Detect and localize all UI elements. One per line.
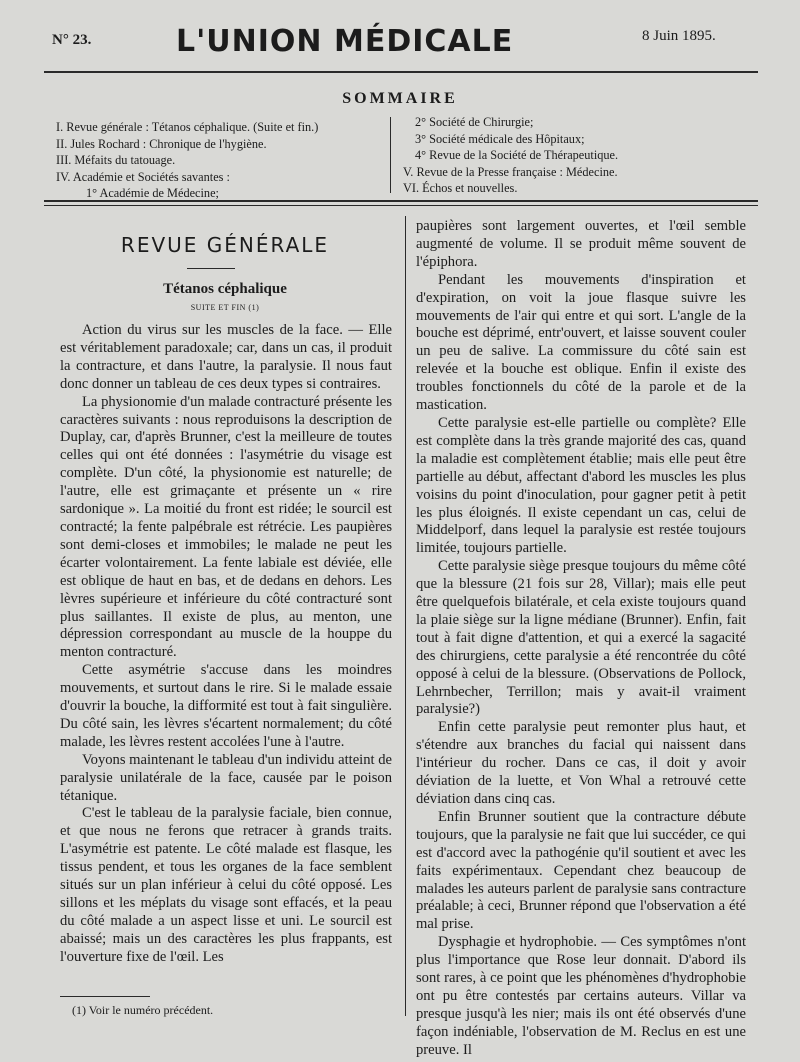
- toc-item: 1° Académie de Médecine;: [86, 186, 219, 200]
- paragraph: Dysphagie et hydrophobie. — Ces symptômes n'ont plus l'importance que Rose leur donnait. D'abord ils sont rares, à ce point que les phénomènes d'hydrophobie ont pu être contestés par certains auteurs. Villar va presque jusqu'à les nier; mais ils ont été observés d'une façon indéniable, l'observation de M. Reclus en est une preuve. Il: [416, 934, 746, 1058]
- paragraph: C'est le tableau de la paralysie faciale, bien connue, et que nous ne ferons que retracer à grands traits. L'asymétrie est patente. Le côté malade est flasque, les tissus pendent, et tous les organes de la face semblent situés sur un plan inférieur à celui du côté opposé. Les sillons et les méplats du visage sont effacés, et la peau du côté malade a un aspect lisse et uni. Le sourcil est abaissé; mais un des caractères les plus frappants, est l'ouverture fixe de l'œil. Les: [60, 805, 392, 965]
- sommaire-divider: [390, 117, 391, 193]
- sommaire-rule-top: [44, 200, 758, 202]
- title-rule: [187, 268, 235, 269]
- toc-item: 4° Revue de la Société de Thérapeutique.: [415, 148, 619, 162]
- sommaire-rule-bottom: [44, 205, 758, 206]
- footnote-rule: [60, 996, 150, 997]
- toc-item: 3° Société médicale des Hôpitaux;: [415, 131, 585, 146]
- toc-item: 2° Société de Chirurgie;: [415, 115, 534, 129]
- left-column: [60, 322, 392, 967]
- paragraph: Cette paralysie siège presque toujours du même côté que la blessure (21 fois sur 28, Villar); mais elle peut être quelquefois bilatérale, et cela existe toujours quand la plaie siège sur la ligne médiane (Brunner). Enfin, fait tout à fait digne d'attention, et qui a exercé la sagacité des chirurgiens, cette paralysie a été rencontrée du côté opposé à celui de la blessure. (Observations de Pollock, Lehrnbecher, Terrillon; mais y avait-il vraiment paralysie?): [416, 558, 746, 718]
- paragraph: paupières sont largement ouvertes, et l'œil semble augmenté de volume. Il se produit même souvent de l'épiphora.: [416, 218, 746, 270]
- paragraph: Enfin Brunner soutient que la contracture débute toujours, que la paralysie ne fait que lui succéder, ce qui est d'accord avec la pathogénie qu'il soutient et avec les faits expérimentaux. Cependant chez beaucoup de malades les auteurs parlent de paralysie sans contracture préalable; à ceci, Brunner répond que l'observation a été mal prise.: [416, 808, 746, 933]
- toc-item: IV. Académie et Sociétés savantes :: [56, 169, 230, 184]
- paragraph: La physionomie d'un malade contracturé présente les caractères suivants : nous reproduisons la description de Duplay, car, d'après Brunner, c'est la meilleure de toutes celles qui ont été données : l'asymétrie du visage est complète. D'un côté, la physionomie est naturelle; de l'autre, elle est grimaçante et présente un « rire sardonique ». La moitié du front est ridée; le sourcil est contracté; la fente palpébrale est rétrécie. Les paupières sont demi-closes et immobiles; le malade ne peut les écarter volontairement. La fente labiale est déviée, elle est oblique de haut en bas, et de dedans en dehors. Les lèvres supérieure et inférieure du côté contracturé sont plus saillantes. Il existe de plus, au menton, une dépression correspondant au muscle de la houppe du menton contracturé.: [60, 393, 392, 661]
- toc-item: VI. Échos et nouvelles.: [403, 181, 518, 195]
- sommaire-heading: SOMMAIRE: [342, 90, 458, 107]
- paragraph: Voyons maintenant le tableau d'un individu atteint de paralysie unilatérale de la face, causée par le poison tétanique.: [60, 751, 392, 804]
- sommaire-right: [403, 114, 618, 197]
- toc-item: III. Méfaits du tatouage.: [56, 153, 176, 167]
- sommaire-left: [56, 119, 318, 202]
- issue-date: 8 Juin 1895.: [642, 28, 716, 44]
- header-rule: [44, 71, 758, 73]
- footnote: (1) Voir le numéro précédent.: [72, 1003, 214, 1017]
- toc-item: I. Revue générale : Tétanos céphalique. (Suite et fin.): [56, 120, 319, 134]
- article-subtitle: SUITE ET FIN (1): [190, 303, 260, 312]
- paragraph: Pendant les mouvements d'inspiration et d'expiration, on voit la joue flasque suivre les mouvements de l'air qui entre et qui sort. L'angle de la bouche est déprimé, entr'ouvert, et laisse souvent couler un peu de salive. La commissure du côté sain est relevée et la bouche est oblique. Enfin il existe des troubles fonctionnels du côté de la parole et de la mastication.: [416, 271, 746, 414]
- paragraph: Action du virus sur les muscles de la face. — Elle est véritablement paradoxale; car, dans un cas, il produit la contracture, et dans l'autre, la paralysie. Il nous faut donc donner un tableau de ces deux types si contraires.: [60, 322, 392, 392]
- right-column: [416, 218, 746, 1060]
- issue-number: N° 23.: [52, 32, 92, 48]
- column-divider: [405, 216, 406, 1016]
- toc-item: V. Revue de la Presse française : Médecine.: [403, 164, 618, 179]
- toc-item: II. Jules Rochard : Chronique de l'hygiène.: [56, 136, 267, 151]
- section-title: REVUE GÉNÉRALE: [120, 233, 330, 257]
- article-title: Tétanos céphalique: [163, 281, 287, 297]
- journal-title: L'UNION MÉDICALE: [176, 24, 514, 59]
- paragraph: Cette asymétrie s'accuse dans les moindres mouvements, et surtout dans le rire. Si le malade essaie d'ouvrir la bouche, la difformité est tout à fait singulière. Du côté sain, les lèvres s'écartent normalement; du côté malade, les lèvres restent accolées l'une à l'autre.: [60, 662, 392, 750]
- paragraph: Enfin cette paralysie peut remonter plus haut, et s'étendre aux branches du facial qui naissent dans l'intérieur du rocher. Dans ce cas, il doit y avoir déviation de la luette, et Von Whal a retrouvé cette déviation dans cinq cas.: [416, 719, 746, 807]
- paragraph: Cette paralysie est-elle partielle ou complète? Elle est complète dans la très grande majorité des cas, quand la maladie est complètement établie; mais elle peut être partielle au début, affectant d'abord les muscles les plus voisins du point d'inoculation, pour gagner petit à petit les plus éloignés. Il existe cependant un cas, celui de Middelporf, dans lequel la paralysie est restée toujours limitée, toujours partielle.: [416, 414, 746, 557]
